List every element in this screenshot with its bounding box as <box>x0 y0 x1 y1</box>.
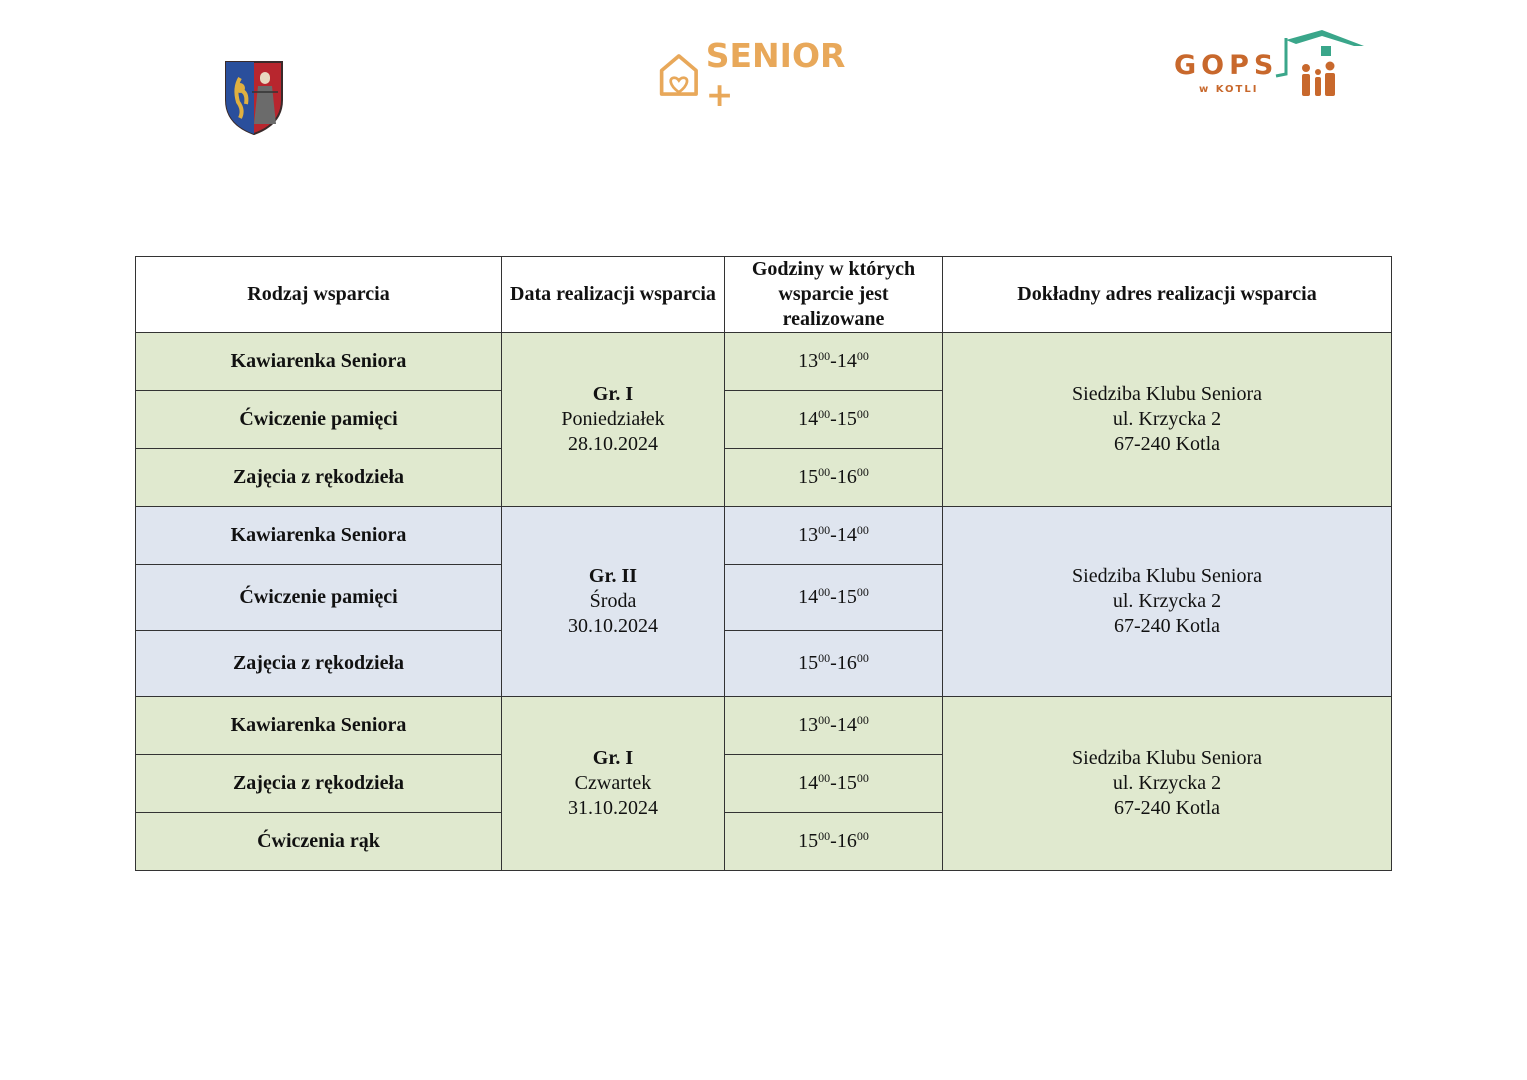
family-house-icon <box>1274 28 1366 102</box>
gops-logo <box>1170 28 1370 102</box>
hours-cell: $13^{00}-14^{00}$ <box>725 507 943 565</box>
address-line: Siedziba Klubu Seniora <box>1072 565 1262 587</box>
group-name: Gr. II <box>588 565 638 587</box>
hours-cell: $13^{00}-14^{00}$ <box>725 333 943 391</box>
hours-cell: $14^{00}-15^{00}$ <box>725 391 943 449</box>
group-name: Gr. I <box>592 383 634 405</box>
date-cell <box>502 697 725 871</box>
table-header-row <box>136 257 1392 333</box>
address-line: 67-240 Kotla <box>1113 797 1221 819</box>
header-hours: Godziny w których wsparcie jest realizowane <box>725 257 943 333</box>
address-line: ul. Krzycka 2 <box>1112 408 1222 430</box>
support-type-cell: Zajęcia z rękodzieła <box>136 755 502 813</box>
support-type-cell: Kawiarenka Seniora <box>136 333 502 391</box>
address-cell <box>943 697 1392 871</box>
day-name: Poniedziałek <box>561 408 665 430</box>
header-date: Data realizacji wsparcia <box>502 257 725 333</box>
group-1 <box>136 333 1392 507</box>
house-heart-icon <box>658 50 700 100</box>
support-type-cell: Ćwiczenie pamięci <box>136 565 502 631</box>
hours-cell: $14^{00}-15^{00}$ <box>725 755 943 813</box>
hours-cell: $15^{00}-16^{00}$ <box>725 449 943 507</box>
date-value: 28.10.2024 <box>568 433 658 455</box>
header-address: Dokładny adres realizacji wsparcia <box>943 257 1392 333</box>
group-3 <box>136 697 1392 871</box>
support-type-cell: Zajęcia z rękodzieła <box>136 631 502 697</box>
address-line: 67-240 Kotla <box>1113 433 1221 455</box>
senior-plus-logo <box>658 36 868 114</box>
hours-cell: $13^{00}-14^{00}$ <box>725 697 943 755</box>
address-line: Siedziba Klubu Seniora <box>1072 747 1262 769</box>
table-row <box>136 333 1392 391</box>
address-line: ul. Krzycka 2 <box>1112 590 1222 612</box>
date-cell <box>502 333 725 507</box>
support-type-cell: Ćwiczenie pamięci <box>136 391 502 449</box>
address-line: ul. Krzycka 2 <box>1112 772 1222 794</box>
header-support-type: Rodzaj wsparcia <box>136 257 502 333</box>
date-value: 30.10.2024 <box>568 615 658 637</box>
hours-cell: $14^{00}-15^{00}$ <box>725 565 943 631</box>
hours-cell: $15^{00}-16^{00}$ <box>725 631 943 697</box>
day-name: Czwartek <box>574 772 652 794</box>
address-cell <box>943 333 1392 507</box>
address-cell <box>943 507 1392 697</box>
gops-logo-text: GOPS <box>1174 50 1279 81</box>
support-type-cell: Zajęcia z rękodzieła <box>136 449 502 507</box>
date-value: 31.10.2024 <box>568 797 658 819</box>
municipal-crest-logo <box>222 58 286 136</box>
support-type-cell: Ćwiczenia rąk <box>136 813 502 871</box>
address-line: 67-240 Kotla <box>1113 615 1221 637</box>
hours-cell: $15^{00}-16^{00}$ <box>725 813 943 871</box>
date-cell <box>502 507 725 697</box>
table-row <box>136 697 1392 755</box>
table-row <box>136 507 1392 565</box>
support-type-cell: Kawiarenka Seniora <box>136 507 502 565</box>
gops-logo-subtext: w KOTLI <box>1199 84 1259 95</box>
group-name: Gr. I <box>592 747 634 769</box>
support-type-cell: Kawiarenka Seniora <box>136 697 502 755</box>
schedule-table <box>135 256 1392 871</box>
group-2 <box>136 507 1392 697</box>
senior-logo-text: SENIOR + <box>705 36 846 114</box>
day-name: Środa <box>589 590 637 612</box>
address-line: Siedziba Klubu Seniora <box>1072 383 1262 405</box>
